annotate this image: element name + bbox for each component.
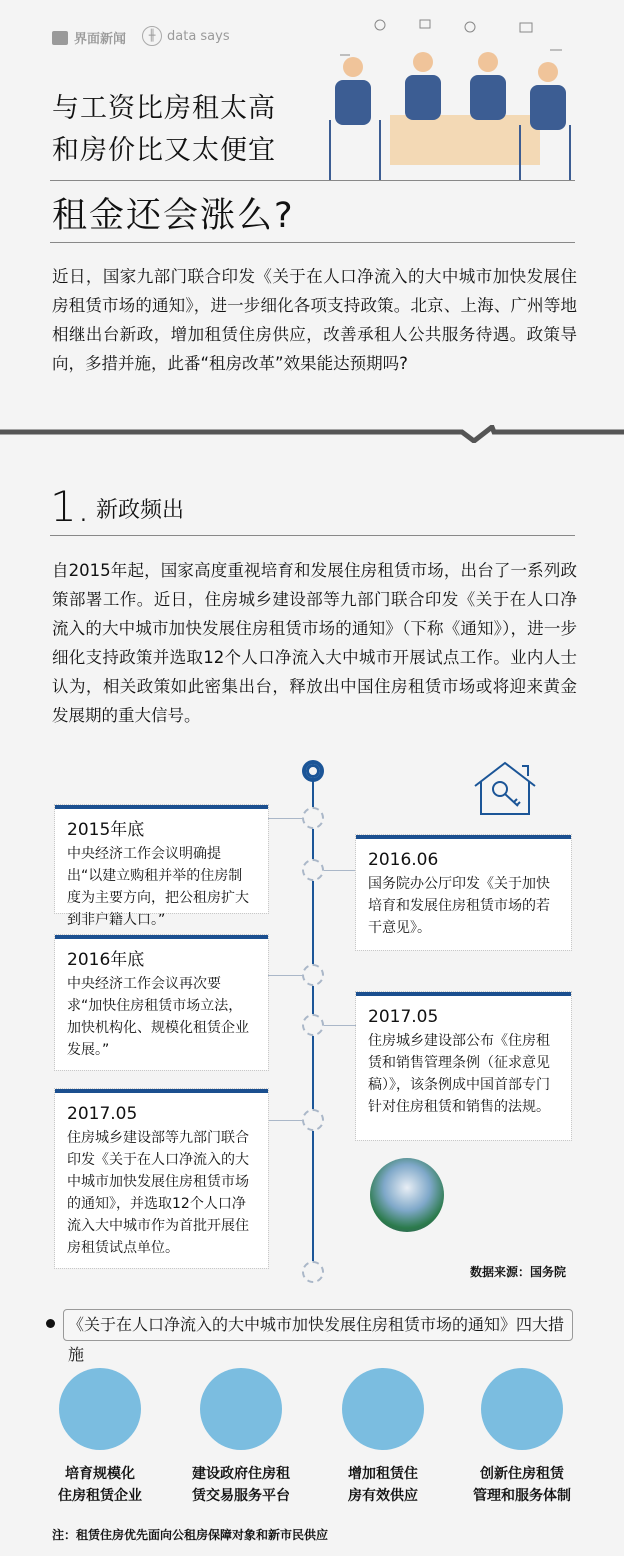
label-line: 建设政府住房租 [192, 1466, 290, 1482]
measure-label [452, 1463, 592, 1507]
wave-icon: ╫ [142, 26, 162, 46]
label-line: 创新住房租赁 [480, 1466, 564, 1482]
divider [50, 180, 575, 181]
headline-line: 与工资比房租太高 [52, 93, 276, 124]
card-date: 2016年底 [67, 950, 145, 970]
measures-title: 《关于在人口净流入的大中城市加快发展住房租赁市场的通知》四大措施 [63, 1309, 573, 1341]
meeting-illustration [320, 15, 580, 180]
timeline-card [55, 1089, 268, 1268]
headline-line: 和房价比又太便宜 [52, 135, 276, 166]
gear-icon [302, 1261, 324, 1283]
section-title: 新政频出 [96, 498, 185, 523]
card-date: 2017.05 [368, 1007, 439, 1027]
section-number: 1. [50, 482, 91, 531]
footnote: 注：租赁住房优先面向公租房保障对象和新市民供应 [52, 1528, 329, 1542]
intro-paragraph: 近日，国家九部门联合印发《关于在人口净流入的大中城市加快发展住房租赁市场的通知》，进一步细化各项支持政策。北京、上海、广州等地相继出台新政，增加租赁住房供应，改善承租人公共服务待遇。政策导向，多措并施，此番“租房改革”效果能达预期吗? [52, 267, 577, 373]
timeline-card [55, 805, 268, 928]
jiemian-logo [52, 28, 126, 47]
zigzag-divider [0, 425, 624, 443]
office-photo [370, 1158, 444, 1232]
bullet-icon [46, 1319, 55, 1328]
label-line: 赁交易服务平台 [192, 1488, 290, 1504]
divider [50, 242, 575, 243]
gear-icon [302, 964, 324, 986]
datasays-logo [142, 26, 230, 46]
card-date: 2015年底 [67, 820, 145, 840]
brand-name: 界面新闻 [74, 32, 127, 47]
card-text: 中央经济工作会议明确提出“以建立购租并举的住房制度为主要方向，把公租房扩大到非户籍人口。” [67, 846, 249, 928]
label-line: 增加租赁住 [348, 1466, 418, 1482]
measure-label [313, 1463, 453, 1507]
puzzle-team-icon [481, 1368, 563, 1450]
card-text: 中央经济工作会议再次要求“加快住房租赁市场立法，加快机构化、规模化租赁企业发展。” [67, 976, 249, 1058]
measure-label [171, 1463, 311, 1507]
gear-icon [302, 859, 324, 881]
connector [318, 870, 358, 871]
data-source: 数据来源：国务院 [469, 1265, 566, 1279]
computer-icon [200, 1368, 282, 1450]
logo-icon [52, 31, 68, 45]
label-line: 培育规模化 [65, 1466, 135, 1482]
gear-icon [302, 1014, 324, 1036]
label-line: 住房租赁企业 [58, 1488, 142, 1504]
gear-icon [302, 760, 324, 782]
timeline-card [356, 992, 571, 1140]
gear-icon [302, 807, 324, 829]
subtitle: 租金还会涨么? [52, 196, 295, 236]
connector [318, 1025, 358, 1026]
laptop-click-icon [342, 1368, 424, 1450]
card-date: 2016.06 [368, 850, 439, 870]
timeline-card [55, 935, 268, 1070]
headline [52, 88, 276, 172]
measure-label [30, 1463, 170, 1507]
label-line: 管理和服务体制 [473, 1488, 571, 1504]
card-text: 住房城乡建设部公布《住房租赁和销售管理条例（征求意见稿）》，该条例成中国首部专门针对住房租赁和销售的法规。 [368, 1033, 550, 1115]
label-line: 房有效供应 [348, 1488, 418, 1504]
section-paragraph: 自2015年起，国家高度重视培育和发展住房租赁市场，出台了一系列政策部署工作。近日，住房城乡建设部等九部门联合印发《关于在人口净流入的大中城市加快发展住房租赁市场的通知》（下称《通知》），进一步细化支持政策并选取12个人口净流入大中城市开展试点工作。业内人士认为，相关政策如此密集出台，释放出中国住房租赁市场或将迎来黄金发展期的重大信号。 [52, 561, 577, 725]
card-text: 住房城乡建设部等九部门联合印发《关于在人口净流入的大中城市加快发展住房租赁市场的通知》，并选取12个人口净流入大中城市作为首批开展住房租赁试点单位。 [67, 1130, 249, 1256]
house-key-icon [472, 760, 538, 816]
house-hand-icon [59, 1368, 141, 1450]
card-text: 国务院办公厅印发《关于加快培育和发展住房租赁市场的若干意见》。 [368, 876, 550, 936]
card-date: 2017.05 [67, 1104, 138, 1124]
gear-icon [302, 1109, 324, 1131]
divider [50, 535, 575, 536]
brand2-name: data says [167, 28, 230, 44]
timeline-card [356, 835, 571, 950]
